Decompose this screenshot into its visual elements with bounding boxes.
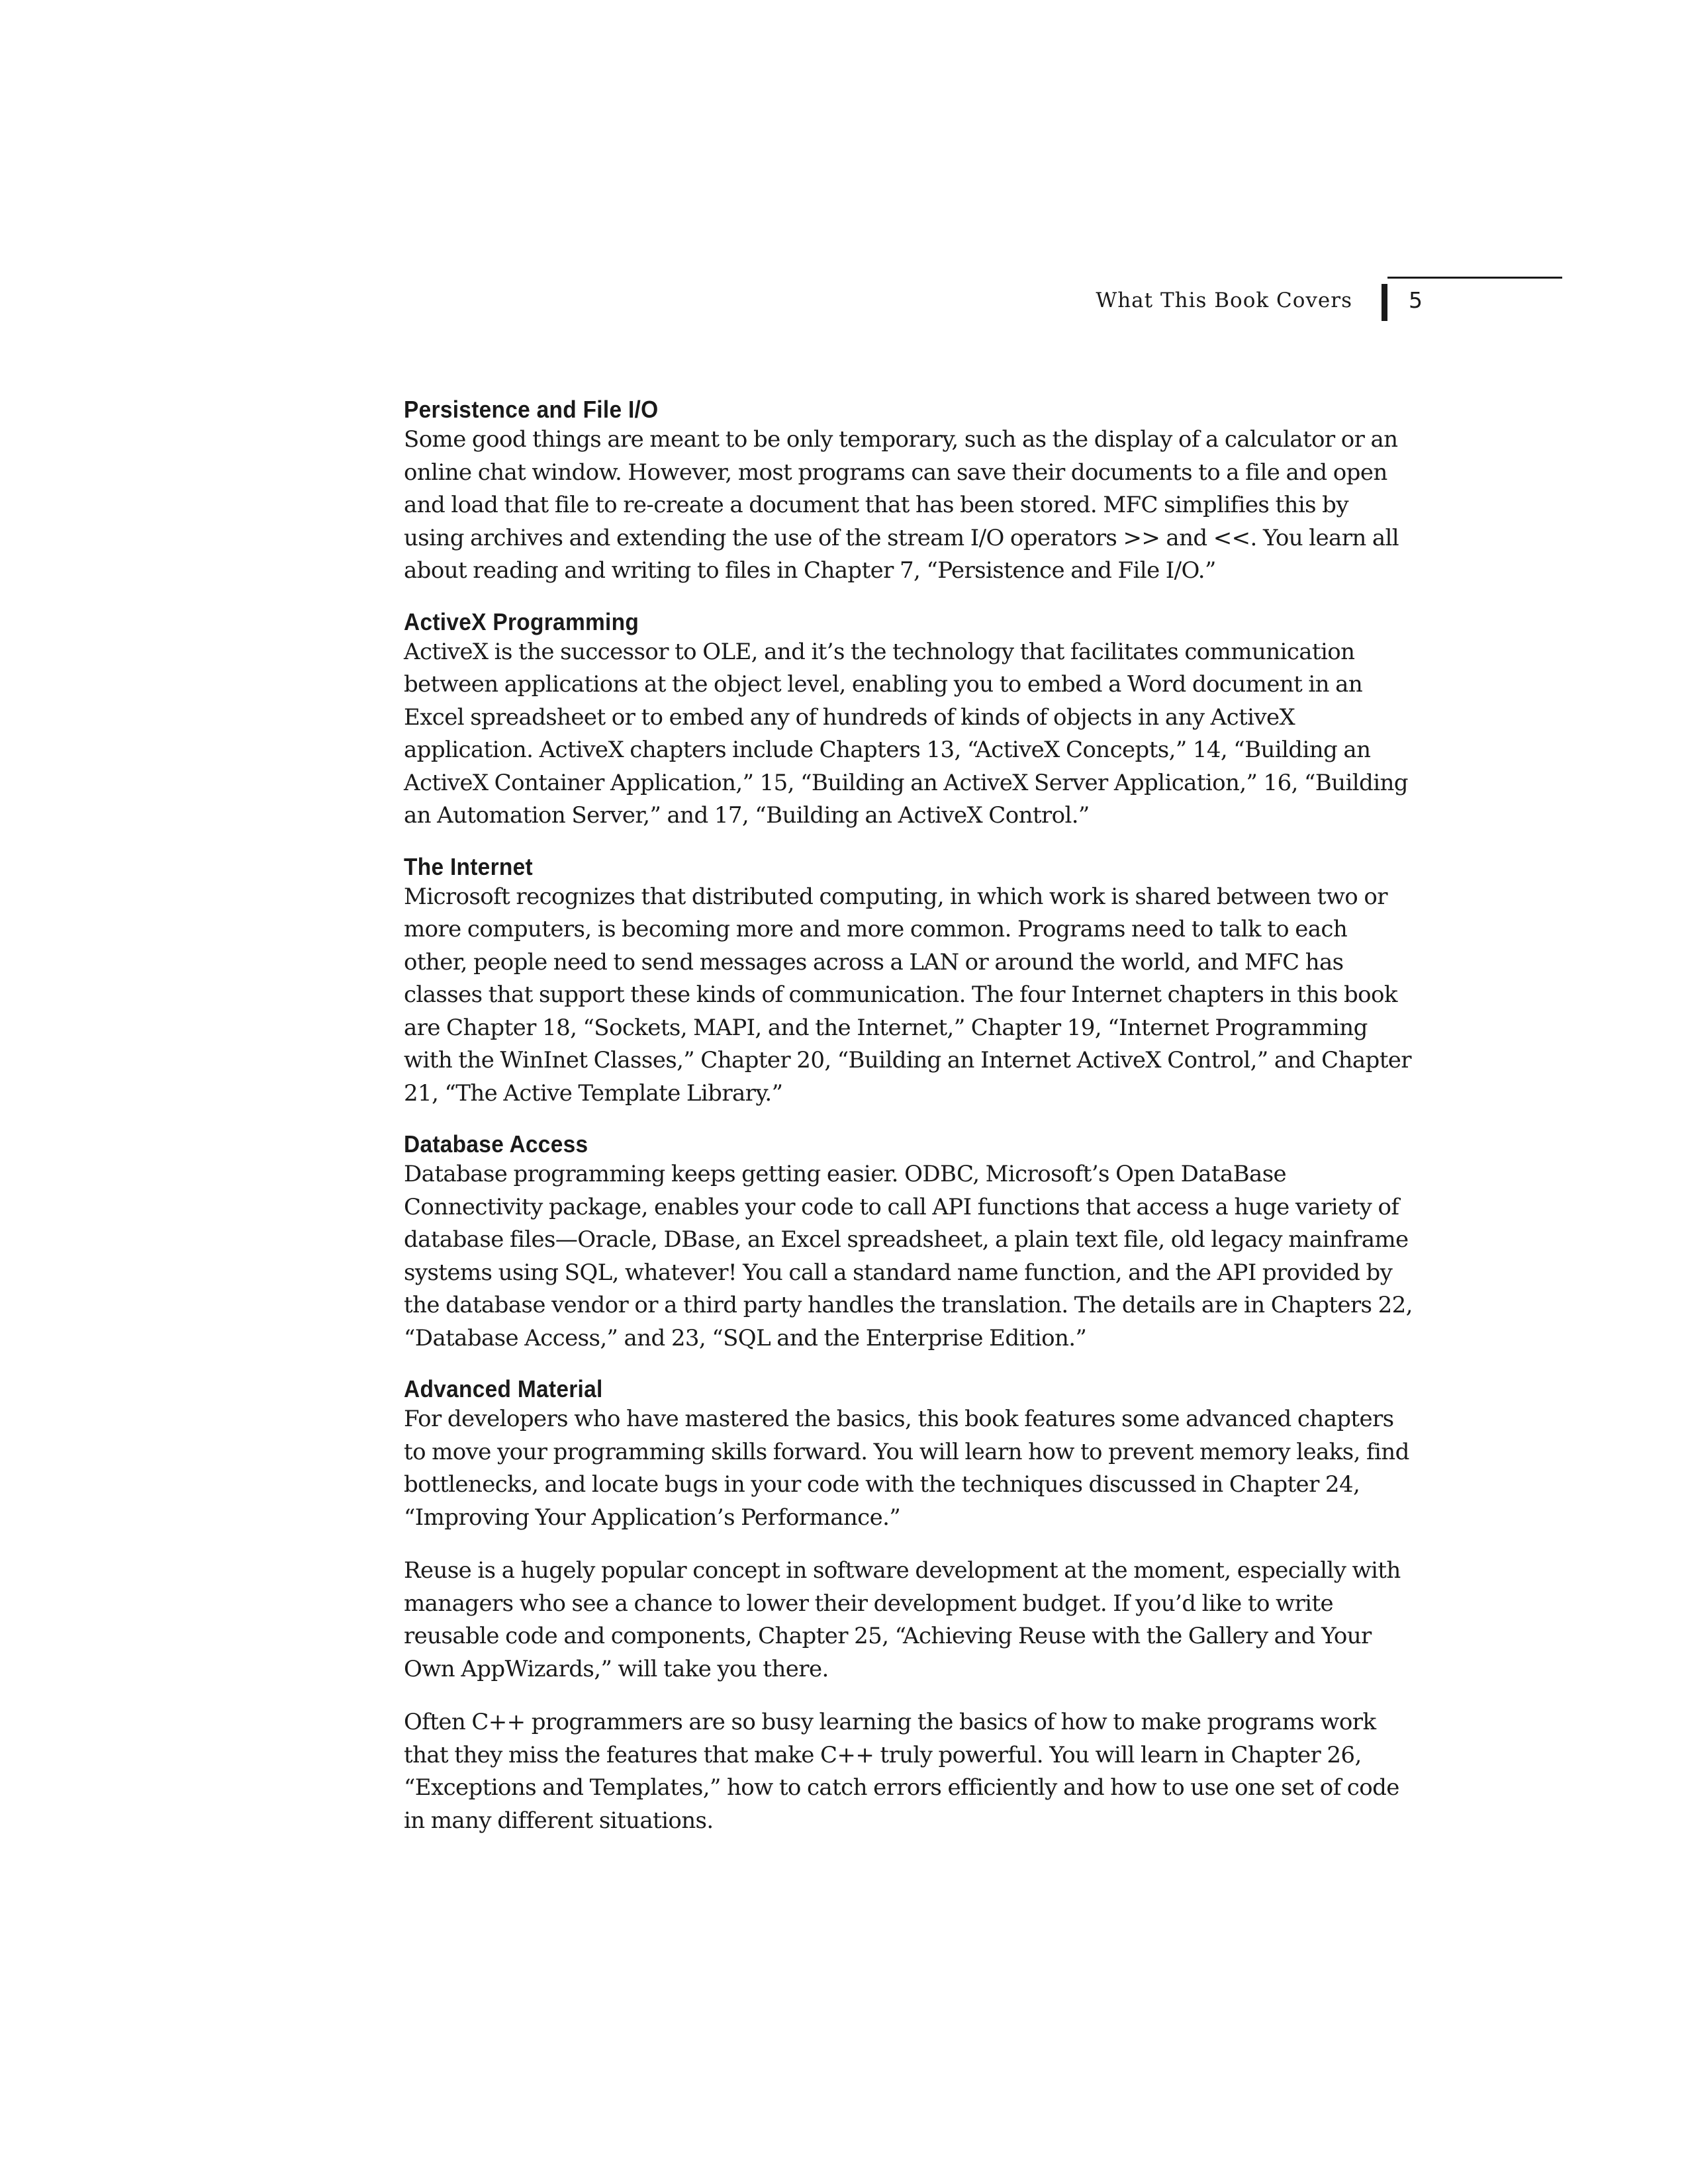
running-header (1059, 286, 1562, 332)
page-number: 5 (1409, 287, 1423, 313)
section-heading: Database Access (404, 1130, 588, 1158)
section-heading: Advanced Material (404, 1375, 603, 1402)
running-title: What This Book Covers (1096, 289, 1352, 312)
paragraph: For developers who have mastered the basics, this book features some advanced chapters to move your programming skills forward. You will learn how to prevent memory leaks, find bottlenecks, and locate bugs in your code with the techniques discussed in Chapter 24, “Improving Your Application’s Performance.” (404, 1406, 1409, 1531)
section-the-internet (404, 853, 1413, 1111)
paragraph: Microsoft recognizes that distributed computing, in which work is shared between two or more computers, is becoming more and more common. Programs need to talk to each other, people need to send messages across a LAN or around the world, and MFC has classes that support these kinds of communication. The four Internet chapters in this book are Chapter 18, “Sockets, MAPI, and the Internet,” Chapter 19, “Internet Programming with the WinInet Classes,” Chapter 20, “Building an Internet ActiveX Control,” and Chapter 21, “The Active Template Library.” (404, 883, 1411, 1107)
section-advanced-material (404, 1375, 1413, 1837)
section-persistence-file-io (404, 396, 1413, 588)
section-heading: ActiveX Programming (404, 608, 639, 635)
paragraph: ActiveX is the successor to OLE, and it’s the technology that facilitates communication between applications at the object level, enabling you to embed a Word document in an Excel spreadsheet or to embed any of hundreds of kinds of objects in any ActiveX application. ActiveX chapters include Chapters 13, “ActiveX Concepts,” 14, “Building an ActiveX Container Application,” 15, “Building an ActiveX Server Application,” 16, “Building an Automation Server,” and 17, “Building an ActiveX Control.” (404, 638, 1408, 829)
paragraph: Reuse is a hugely popular concept in software development at the moment, especially with managers who see a chance to lower their development budget. If you’d like to write reusable code and components, Chapter 25, “Achieving Reuse with the Gallery and Your Own AppWizards,” will take you there. (404, 1557, 1401, 1682)
section-heading: Persistence and File I/O (404, 396, 659, 423)
header-bar (1382, 284, 1387, 321)
section-database-access (404, 1130, 1413, 1355)
header-rule (1387, 277, 1562, 279)
paragraph: Some good things are meant to be only temporary, such as the display of a calculator or an online chat window. However, most programs can save their documents to a file and open and load that file to re-create a document that has been stored. MFC simplifies this by using archives and extending the use of the stream I/O operators >> and <<. You learn all about reading and writing to files in Chapter 7, “Persistence and File I/O.” (404, 426, 1399, 584)
paragraph: Often C++ programmers are so busy learning the basics of how to make programs work that they miss the features that make C++ truly powerful. You will learn in Chapter 26, “Exceptions and Templates,” how to catch errors efficiently and how to use one set of code in many different situations. (404, 1709, 1399, 1834)
section-activex-programming (404, 608, 1413, 833)
section-heading: The Internet (404, 852, 533, 880)
paragraph: Database programming keeps getting easier. ODBC, Microsoft’s Open DataBase Connectivity package, enables your code to call API functions that access a huge variety of database files—Oracle, DBase, an Excel spreadsheet, a plain text file, old legacy mainframe systems using SQL, whatever! You call a standard name function, and the API provided by the database vendor or a third party handles the translation. The details are in Chapters 22, “Database Access,” and 23, “SQL and the Enterprise Edition.” (404, 1161, 1413, 1351)
page-body (404, 396, 1413, 1858)
